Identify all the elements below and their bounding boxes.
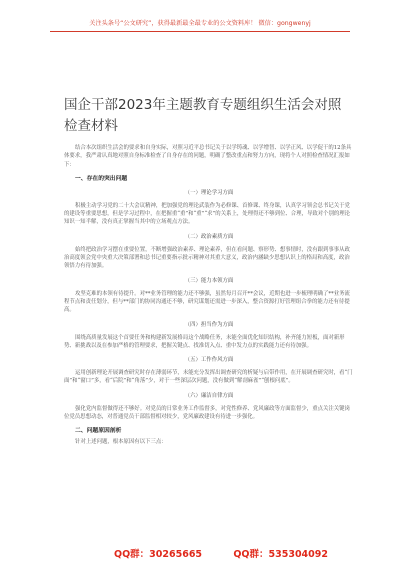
paragraph-capability: 攻坚克难的本领有待提升。对**业务管理的能力还不够强，虽然每月召开**会议，近期也进一步梳理明确了**业务流程节点和责任划分，但与**部门的协同沟通还不够，研究谋划还需进一步深入，整合资源打好管理组合拳的能力还有待提高。 [64, 290, 350, 314]
subheading-capability: （三）能力本领方面 [184, 277, 234, 284]
subheading-theory-study: （一）理论学习方面 [184, 189, 234, 196]
paragraph-causes-intro: 针对上述问题，根本原因有以下三点： [75, 439, 167, 446]
document-body [64, 144, 354, 447]
subheading-integrity: （六）廉洁自律方面 [184, 392, 234, 399]
paragraph-work-style: 运用创新理论开展调查研究时存在薄弱环节，未能充分发挥出调查研究的析疑与启带作用，在开展调查研究时，看“门面”和“窗口”多，看“后院”和“角落”少，对于一些深层次问题，没有做到“解剖麻雀”“刨根问底”。 [64, 370, 353, 385]
subheading-political-quality: （二）政治素质方面 [184, 233, 234, 240]
intro-paragraph: 结合本次组织生活会的要求和自身实际，对照习近平总书记关于以学铸魂、以学增智、以学正风、以学促干的12条具体要求，我严肃认真地对照自身标准检查了自身存在的问题，明确了整改重点和努力方向，现将个人对照检查情况汇报如下： [64, 145, 352, 168]
paragraph-theory-study: 积极主动学习党的二十大会议精神，把加强党的理论武装作为必修课、首修课、终身课，认真学习领会总书记关于党的建设等重要思想，但是学习过程中，在把握重“重”和“重”“求”的关系上，处理得还不够到位、合理，导致对个别的理论知识一知半解，没有真正掌握当其中的立场观点方法。 [64, 202, 351, 226]
promo-banner[interactable]: 关注头条号“公文研究”，获得最新最全最专业的公文资料库！ 微信：gongwenyj [50, 18, 350, 32]
section-heading-problems: 一、存在的突出问题 [75, 175, 128, 182]
section-heading-causes: 二、问题原因剖析 [75, 428, 122, 435]
paragraph-responsibility: 围绕高质量发展这个首要任务和构建新发展格局这个战略任务，未能全面优化知识结构，补齐能力短板，面对新形势、新挑战以及在参加严格的管理要求，把握关键点、找准切入点、重中发力点的实践能力还有待加强。 [64, 334, 345, 349]
paragraph-political-quality: 始终把政治学习摆在重要位置，不断增强政治素养、理论素养，但在看问题、察形势、想事情时，没有跟到事事从政治高度领会党中央重大决策部署和总书记重要指示批示精神对其重大意义，政治内涵缺少思想认识上的格局和高度，政治领悟力有待加强。 [64, 246, 350, 270]
subheading-responsibility: （四）担当作为方面 [184, 321, 234, 328]
paragraph-integrity: 强化党内监督做得还不够好。对党员的日常业务工作监督多，对党性修养、党风廉政等方面监督少，重点关注关键岗位党员思想动态，对普通党员干部监督相对较少，党风廉政建设有待进一步强化。 [64, 405, 350, 421]
footer-qq-groups [100, 546, 330, 560]
qq-group-2: QQ群：535304092 [233, 549, 329, 560]
document-title: 国企干部2023年主题教育专题组织生活会对照检查材料 [64, 97, 342, 134]
qq-group-1: QQ群：30265665 [114, 549, 203, 560]
subheading-work-style: （五）工作作风方面 [184, 357, 234, 364]
